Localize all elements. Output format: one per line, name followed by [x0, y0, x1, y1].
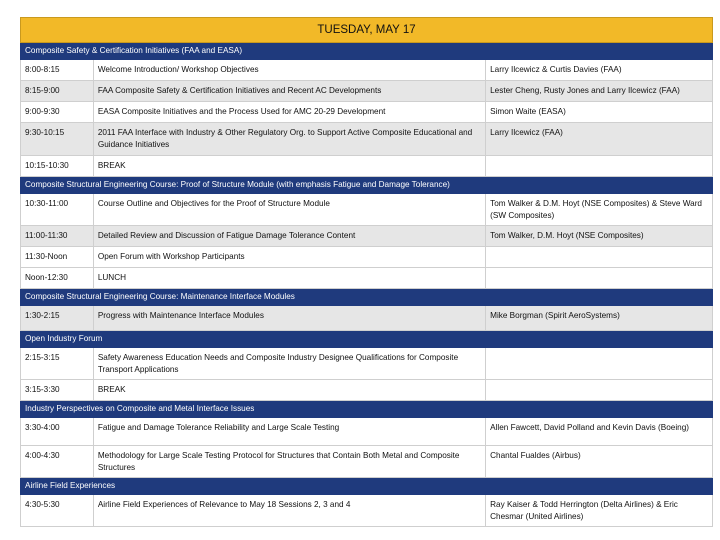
time-cell: 9:30-10:15 — [21, 123, 94, 156]
desc-cell: 2011 FAA Interface with Industry & Other Regulatory Org. to Support Active Composite Educational and Guidance Initiatives — [93, 123, 485, 156]
desc-cell: BREAK — [93, 156, 485, 177]
time-cell: 2:15-3:15 — [21, 348, 94, 380]
time-cell: 8:15-9:00 — [21, 81, 94, 102]
speaker-cell: Chantal Fualdes (Airbus) — [486, 446, 713, 478]
table-row — [21, 60, 713, 81]
table-row — [21, 123, 713, 156]
desc-cell: Course Outline and Objectives for the Proof of Structure Module — [93, 194, 485, 226]
table-row — [21, 102, 713, 123]
time-cell: 11:00-11:30 — [21, 226, 94, 247]
speaker-cell — [486, 380, 713, 401]
table-row — [21, 495, 713, 527]
desc-cell: EASA Composite Initiatives and the Process Used for AMC 20-29 Development — [93, 102, 485, 123]
section-header — [21, 43, 713, 60]
time-cell: 4:00-4:30 — [21, 446, 94, 478]
section-heading: Composite Structural Engineering Course: Maintenance Interface Modules — [21, 289, 713, 306]
table-row — [21, 81, 713, 102]
speaker-cell: Ray Kaiser & Todd Herrington (Delta Airlines) & Eric Chesmar (United Airlines) — [486, 495, 713, 527]
section-header — [21, 478, 713, 495]
table-row — [21, 194, 713, 226]
desc-cell: Detailed Review and Discussion of Fatigue Damage Tolerance Content — [93, 226, 485, 247]
schedule-table — [20, 17, 713, 527]
time-cell: 10:15-10:30 — [21, 156, 94, 177]
section-heading: Airline Field Experiences — [21, 478, 713, 495]
section-header — [21, 331, 713, 348]
speaker-cell: Tom Walker, D.M. Hoyt (NSE Composites) — [486, 226, 713, 247]
title-row — [21, 18, 713, 43]
table-row — [21, 418, 713, 446]
time-cell: 1:30-2:15 — [21, 306, 94, 331]
time-cell: 9:00-9:30 — [21, 102, 94, 123]
section-heading: Composite Safety & Certification Initiatives (FAA and EASA) — [21, 43, 713, 60]
section-header — [21, 401, 713, 418]
desc-cell: Welcome Introduction/ Workshop Objectives — [93, 60, 485, 81]
section-heading: Open Industry Forum — [21, 331, 713, 348]
time-cell: 11:30-Noon — [21, 247, 94, 268]
time-cell: 8:00-8:15 — [21, 60, 94, 81]
table-row — [21, 306, 713, 331]
speaker-cell: Larry Ilcewicz (FAA) — [486, 123, 713, 156]
table-row — [21, 247, 713, 268]
time-cell: 4:30-5:30 — [21, 495, 94, 527]
desc-cell: Progress with Maintenance Interface Modules — [93, 306, 485, 331]
speaker-cell: Simon Waite (EASA) — [486, 102, 713, 123]
desc-cell: Airline Field Experiences of Relevance to May 18 Sessions 2, 3 and 4 — [93, 495, 485, 527]
speaker-cell — [486, 268, 713, 289]
speaker-cell: Mike Borgman (Spirit AeroSystems) — [486, 306, 713, 331]
time-cell: 3:15-3:30 — [21, 380, 94, 401]
time-cell: 10:30-11:00 — [21, 194, 94, 226]
speaker-cell: Larry Ilcewicz & Curtis Davies (FAA) — [486, 60, 713, 81]
desc-cell: Methodology for Large Scale Testing Protocol for Structures that Contain Both Metal and Composite Structures — [93, 446, 485, 478]
table-row — [21, 380, 713, 401]
time-cell: 3:30-4:00 — [21, 418, 94, 446]
page-title: TUESDAY, MAY 17 — [21, 18, 713, 43]
speaker-cell: Tom Walker & D.M. Hoyt (NSE Composites) & Steve Ward (SW Composites) — [486, 194, 713, 226]
desc-cell: Open Forum with Workshop Participants — [93, 247, 485, 268]
time-cell: Noon-12:30 — [21, 268, 94, 289]
desc-cell: FAA Composite Safety & Certification Initiatives and Recent AC Developments — [93, 81, 485, 102]
table-row — [21, 156, 713, 177]
table-row — [21, 348, 713, 380]
section-header — [21, 177, 713, 194]
speaker-cell: Allen Fawcett, David Polland and Kevin Davis (Boeing) — [486, 418, 713, 446]
table-row — [21, 226, 713, 247]
speaker-cell: Lester Cheng, Rusty Jones and Larry Ilcewicz (FAA) — [486, 81, 713, 102]
section-heading: Composite Structural Engineering Course: Proof of Structure Module (with emphasis Fatigue and Damage Tolerance) — [21, 177, 713, 194]
table-row — [21, 268, 713, 289]
table-row — [21, 446, 713, 478]
section-header — [21, 289, 713, 306]
desc-cell: Fatigue and Damage Tolerance Reliability and Large Scale Testing — [93, 418, 485, 446]
speaker-cell — [486, 247, 713, 268]
section-heading: Industry Perspectives on Composite and Metal Interface Issues — [21, 401, 713, 418]
speaker-cell — [486, 348, 713, 380]
desc-cell: LUNCH — [93, 268, 485, 289]
desc-cell: Safety Awareness Education Needs and Composite Industry Designee Qualifications for Composite Transport Applications — [93, 348, 485, 380]
speaker-cell — [486, 156, 713, 177]
desc-cell: BREAK — [93, 380, 485, 401]
